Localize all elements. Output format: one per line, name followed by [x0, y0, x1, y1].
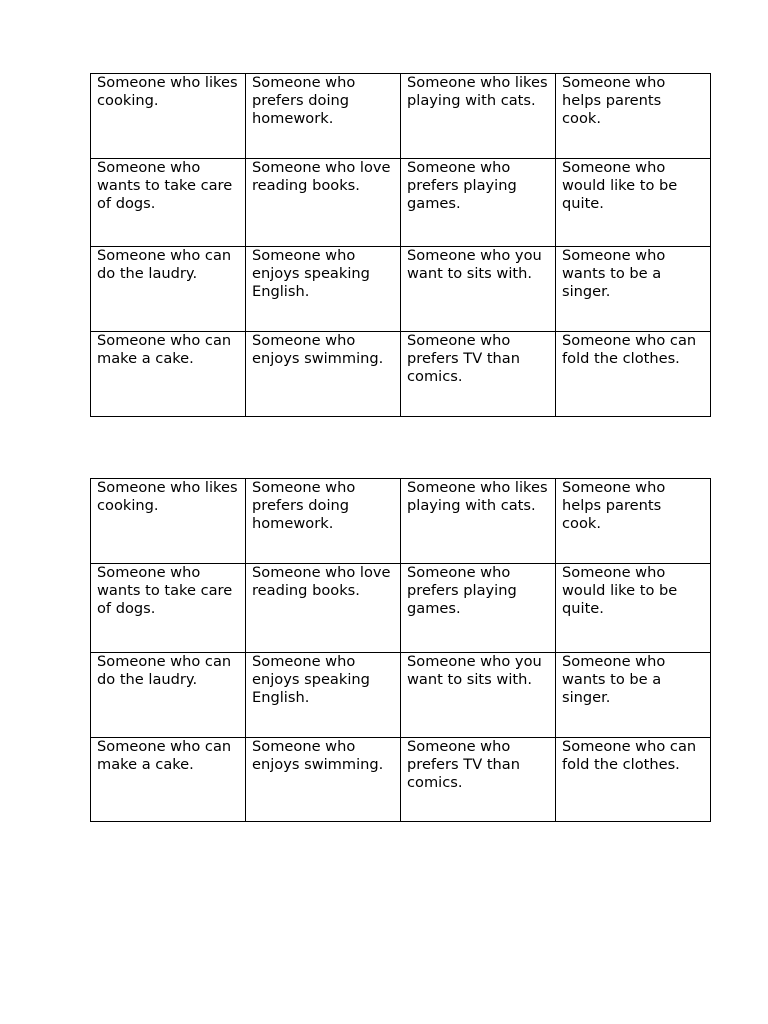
bingo-cell	[246, 332, 401, 417]
bingo-cell-text: Someone who can do the laudry.	[97, 653, 232, 688]
bingo-row	[91, 247, 711, 332]
bingo-cell-text: Someone who prefers TV than comics.	[407, 332, 520, 385]
bingo-row	[91, 159, 711, 247]
bingo-cell	[246, 159, 401, 247]
bingo-cell	[556, 479, 711, 564]
bingo-cell	[91, 247, 246, 332]
bingo-cell-text: Someone who would like to be quite.	[562, 159, 678, 212]
bingo-cell-text: Someone who prefers playing games.	[407, 564, 517, 617]
bingo-cell	[91, 564, 246, 653]
bingo-cell	[91, 159, 246, 247]
bingo-row	[91, 332, 711, 417]
bingo-cell	[91, 479, 246, 564]
bingo-cell	[91, 332, 246, 417]
bingo-cell	[401, 332, 556, 417]
bingo-cell	[246, 738, 401, 822]
bingo-cell-text: Someone who enjoys speaking English.	[252, 653, 370, 706]
bingo-row	[91, 653, 711, 738]
bingo-cell-text: Someone who wants to take care of dogs.	[97, 159, 233, 212]
bingo-cell	[401, 738, 556, 822]
bingo-cell	[401, 74, 556, 159]
bingo-cell	[401, 479, 556, 564]
bingo-cell-text: Someone who you want to sits with.	[407, 653, 542, 688]
bingo-cell-text: Someone who love reading books.	[252, 564, 391, 599]
bingo-cell	[556, 159, 711, 247]
bingo-card-body	[91, 479, 711, 822]
bingo-cell	[91, 74, 246, 159]
bingo-cell-text: Someone who enjoys swimming.	[252, 332, 384, 367]
bingo-row	[91, 74, 711, 159]
bingo-cell	[556, 247, 711, 332]
bingo-cell-text: Someone who wants to be a singer.	[562, 653, 666, 706]
bingo-cell	[401, 564, 556, 653]
bingo-cell	[401, 159, 556, 247]
bingo-cell	[246, 564, 401, 653]
bingo-cell-text: Someone who would like to be quite.	[562, 564, 678, 617]
bingo-cell-text: Someone who can do the laudry.	[97, 247, 232, 282]
bingo-cell-text: Someone who enjoys swimming.	[252, 738, 384, 773]
bingo-cell-text: Someone who prefers playing games.	[407, 159, 517, 212]
bingo-cell-text: Someone who likes cooking.	[97, 479, 238, 514]
bingo-cell-text: Someone who can make a cake.	[97, 738, 232, 773]
bingo-cell	[246, 653, 401, 738]
bingo-cell-text: Someone who enjoys speaking English.	[252, 247, 370, 300]
bingo-cell-text: Someone who can make a cake.	[97, 332, 232, 367]
bingo-cell-text: Someone who likes playing with cats.	[407, 479, 548, 514]
bingo-cell-text: Someone who prefers TV than comics.	[407, 738, 520, 791]
bingo-cell-text: Someone who wants to take care of dogs.	[97, 564, 233, 617]
bingo-card-2	[90, 478, 711, 822]
bingo-cell	[246, 74, 401, 159]
bingo-row	[91, 564, 711, 653]
bingo-cell-text: Someone who helps parents cook.	[562, 479, 666, 532]
bingo-cell	[91, 738, 246, 822]
bingo-cell	[556, 74, 711, 159]
bingo-cell	[91, 653, 246, 738]
bingo-cell-text: Someone who prefers doing homework.	[252, 74, 356, 127]
bingo-cell	[556, 653, 711, 738]
bingo-cell-text: Someone who wants to be a singer.	[562, 247, 666, 300]
bingo-cell-text: Someone who likes cooking.	[97, 74, 238, 109]
bingo-cell-text: Someone who can fold the clothes.	[562, 738, 697, 773]
bingo-cell-text: Someone who prefers doing homework.	[252, 479, 356, 532]
bingo-row	[91, 479, 711, 564]
bingo-row	[91, 738, 711, 822]
bingo-card-body	[91, 74, 711, 417]
bingo-cell-text: Someone who you want to sits with.	[407, 247, 542, 282]
bingo-cell	[246, 247, 401, 332]
bingo-card-1	[90, 73, 711, 417]
bingo-cell	[401, 653, 556, 738]
bingo-cell-text: Someone who can fold the clothes.	[562, 332, 697, 367]
bingo-cell	[556, 332, 711, 417]
bingo-cell-text: Someone who helps parents cook.	[562, 74, 666, 127]
bingo-cell-text: Someone who love reading books.	[252, 159, 391, 194]
bingo-cell	[556, 564, 711, 653]
bingo-cell	[401, 247, 556, 332]
bingo-cell	[246, 479, 401, 564]
bingo-cell	[556, 738, 711, 822]
bingo-cell-text: Someone who likes playing with cats.	[407, 74, 548, 109]
